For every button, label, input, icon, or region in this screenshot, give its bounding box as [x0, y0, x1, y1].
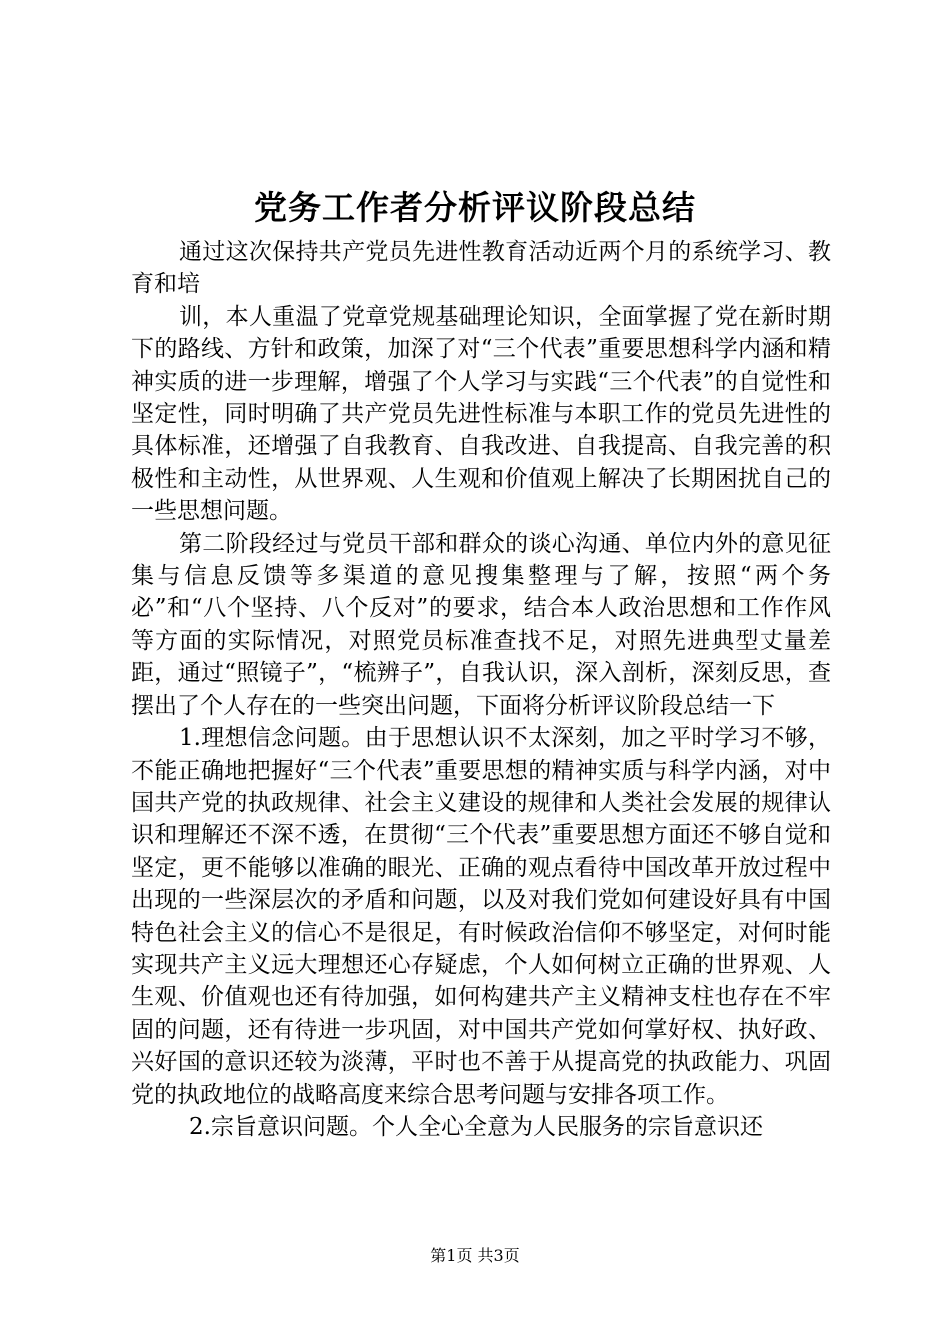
page-footer: 第1页 共3页 — [430, 1246, 520, 1265]
paragraph-study-results: 训，本人重温了党章党规基础理论知识，全面掌握了党在新时期下的路线、方针和政策，加深了对“三个代表”重要思想科学内涵和精神实质的进一步理解，增强了个人学习与实践“三个代表”的自觉性和坚定性，同时明确了共产党员先进性标准与本职工作的党员先进性的具体标准，还增强了自我教育、自我改进、自我提高、自我完善的积极性和主动性，从世界观、人生观和价值观上解决了长期困扰自己的一些思想问题。 — [131, 303, 831, 525]
paragraph-item-1: 1.理想信念问题。由于思想认识不太深刻，加之平时学习不够，不能正确地把握好“三个代表”重要思想的精神实质与科学内涵，对中国共产党的执政规律、社会主义建设的规律和人类社会发展的规律认识和理解还不深不透，在贯彻“三个代表”重要思想方面还不够自觉和坚定，更不能够以准确的眼光、正确的观点看待中国改革开放过程中出现的一些深层次的矛盾和问题，以及对我们党如何建设好具有中国特色社会主义的信心不是很足，有时候政治信仰不够坚定，对何时能实现共产主义远大理想还心存疑虑，个人如何树立正确的世界观、人生观、价值观也还有待加强，如何构建共产主义精神支柱也存在不牢固的问题，还有待进一步巩固，对中国共产党如何掌好权、执好政、兴好国的意识还较为淡薄，平时也不善于从提高党的执政能力、巩固党的执政地位的战略高度来综合思考问题与安排各项工作。 — [131, 725, 831, 1108]
document-body — [131, 236, 831, 1143]
paragraph-item-2: 2.宗旨意识问题。个人全心全意为人民服务的宗旨意识还 — [189, 1113, 763, 1140]
document-title: 党务工作者分析评议阶段总结 — [254, 188, 696, 227]
paragraph-intro: 通过这次保持共产党员先进性教育活动近两个月的系统学习、教育和培 — [131, 239, 831, 298]
paragraph-second-stage: 第二阶段经过与党员干部和群众的谈心沟通、单位内外的意见征集与信息反馈等多渠道的意见搜集整理与了解，按照“两个务必”和“八个坚持、八个反对”的要求，结合本人政治思想和工作作风等方面的实际情况，对照党员标准查找不足，对照先进典型丈量差距，通过“照镜子”，“梳辨子”，自我认识，深入剖析，深刻反思，查摆出了个人存在的一些突出问题，下面将分析评议阶段总结一下 — [131, 530, 831, 719]
